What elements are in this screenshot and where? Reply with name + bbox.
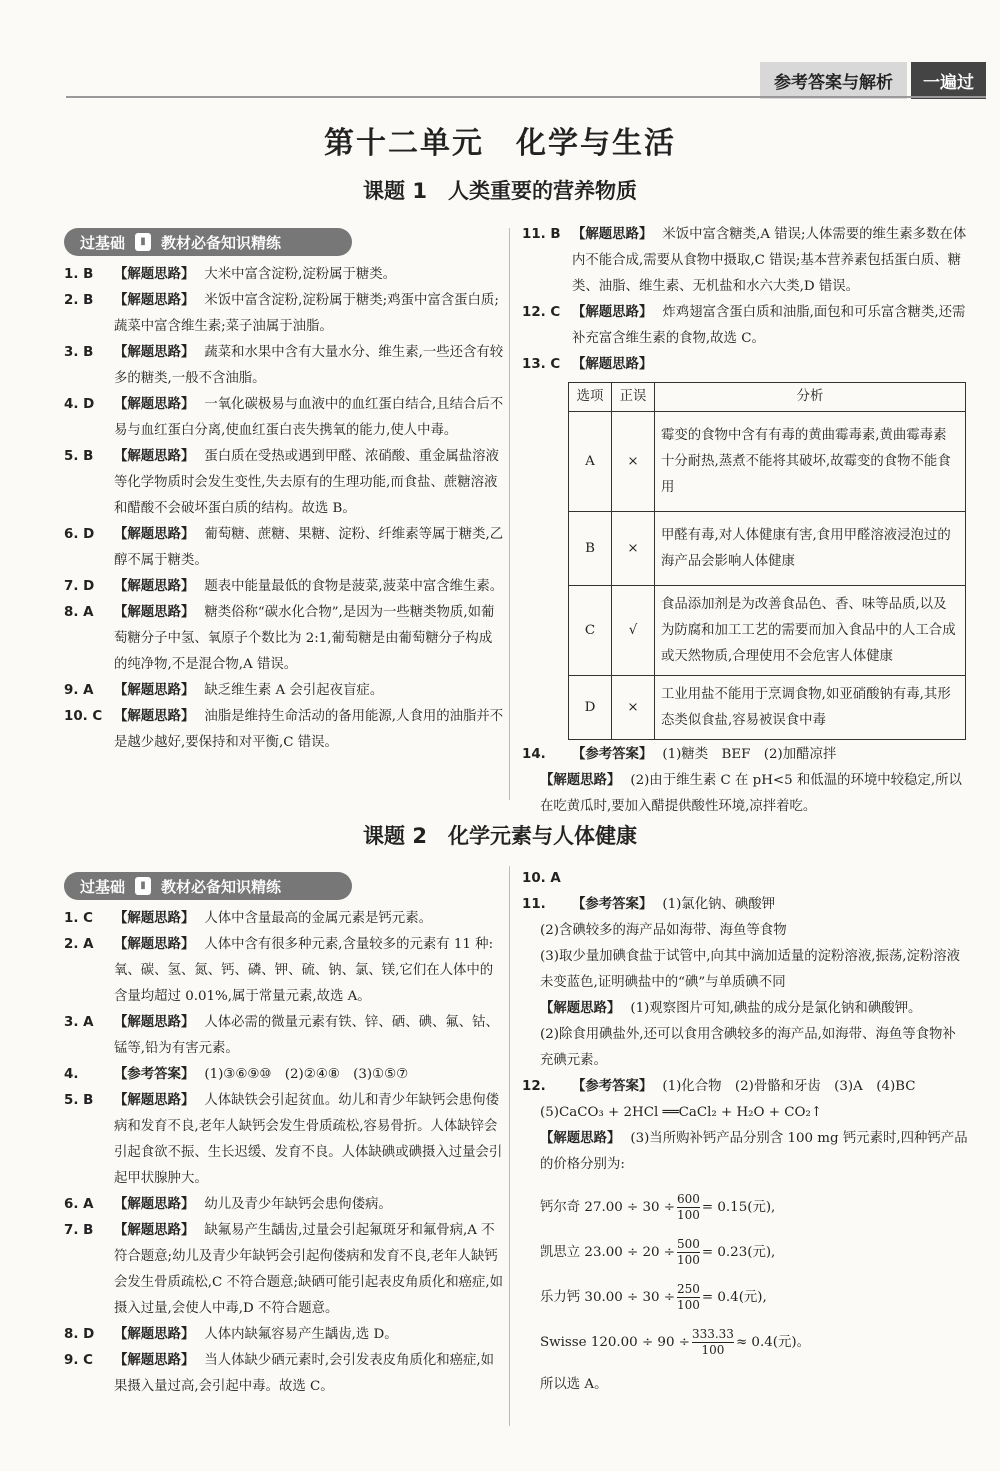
item-number: 7. B xyxy=(64,1223,94,1238)
table-cell-mark: √ xyxy=(612,586,655,676)
answer-tag: 【参考答案】 xyxy=(572,897,653,912)
calc-expr: 乐力钙 30.00 ÷ 30 ÷ xyxy=(540,1290,676,1305)
table-row xyxy=(569,412,966,512)
idea-tag: 【解题思路】 xyxy=(114,1353,195,1368)
idea-tag: 【解题思路】 xyxy=(114,267,195,282)
item-number: 2. B xyxy=(64,293,94,308)
answer-item xyxy=(522,352,968,378)
item-text: 大米中富含淀粉,淀粉属于糖类。 xyxy=(204,267,397,282)
item-number: 14. xyxy=(522,747,546,762)
header-title: 参考答案与解析 xyxy=(760,62,907,99)
answer-item xyxy=(522,742,968,768)
fraction-numerator: 250 xyxy=(677,1282,700,1296)
item-text: 缺乏维生素 A 会引起夜盲症。 xyxy=(204,683,384,698)
item-text: 人体必需的微量元素有铁、锌、硒、碘、氟、钴、锰等,铅为有害元素。 xyxy=(114,1015,499,1056)
topic1-left-column xyxy=(64,262,504,756)
idea-tag: 【解题思路】 xyxy=(114,1327,195,1342)
idea-tag: 【解题思路】 xyxy=(114,911,195,926)
item-text: 米饭中富含淀粉,淀粉属于糖类;鸡蛋中富含蛋白质;蔬菜中富含维生素;菜子油属于油脂。 xyxy=(114,293,499,334)
answer-item xyxy=(64,1218,504,1322)
item-answer: (2)含碘较多的海产品如海带、海鱼等食物 xyxy=(540,923,787,938)
answer-item xyxy=(64,1192,504,1218)
answer-item xyxy=(64,392,504,444)
table-header-cell: 正误 xyxy=(612,383,655,412)
answer-item xyxy=(64,600,504,678)
fraction xyxy=(692,1327,734,1358)
header-brand-logo: 一遍过 xyxy=(911,62,986,99)
item-number: 4. xyxy=(64,1067,79,1082)
item-text: 人体中含有很多种元素,含量较多的元素有 11 种:氧、碳、氢、氮、钙、磷、钾、硫、钠、氯、镁,它们在人体中的含量均超过 0.01%,属于常量元素,故选 A。 xyxy=(114,937,494,1004)
item-number: 6. D xyxy=(64,527,95,542)
idea-tag: 【解题思路】 xyxy=(114,449,195,464)
answer-item xyxy=(522,222,968,300)
item-text: 蛋白质在受热或遇到甲醛、浓硝酸、重金属盐溶液等化学物质时会发生变性,失去原有的生理功能,而食盐、蔗糖溶液和醋酸不会破坏蛋白质的结构。故选 B。 xyxy=(114,449,499,516)
idea-tag: 【解题思路】 xyxy=(572,305,653,320)
calc-expr: 凯思立 23.00 ÷ 20 ÷ xyxy=(540,1245,676,1260)
idea-tag: 【解题思路】 xyxy=(114,1015,195,1030)
answer-item xyxy=(64,444,504,522)
banner-left-label: 过基础 xyxy=(80,233,126,252)
answer-item xyxy=(522,1074,968,1100)
item-number: 11. B xyxy=(522,227,561,242)
idea-tag: 【解题思路】 xyxy=(114,1197,195,1212)
table-header-row xyxy=(569,383,966,412)
item-answer: (3)取少量加碘食盐于试管中,向其中滴加适量的淀粉溶液,振荡,淀粉溶液未变蓝色,证明碘盐中的“碘”与单质碘不同 xyxy=(540,949,961,990)
unit-title: 第十二单元 化学与生活 xyxy=(324,126,676,161)
item-number: 9. C xyxy=(64,1353,93,1368)
fraction xyxy=(677,1192,700,1223)
answer-item xyxy=(64,1322,504,1348)
fraction-denominator: 100 xyxy=(677,1208,700,1222)
answer-item xyxy=(64,522,504,574)
idea-tag: 【解题思路】 xyxy=(114,527,195,542)
table-cell-mark: × xyxy=(612,512,655,586)
item-number: 8. D xyxy=(64,1327,95,1342)
item-answer: (1)化合物 (2)骨骼和牙齿 (3)A (4)BC xyxy=(662,1079,916,1094)
item-text: 蔬菜和水果中含有大量水分、维生素,一些还含有较多的糖类,一般不含油脂。 xyxy=(114,345,504,386)
idea-tag: 【解题思路】 xyxy=(114,937,195,952)
fraction-numerator: 500 xyxy=(677,1237,700,1251)
item-text: 油脂是维持生命活动的备用能源,人食用的油脂并不是越少越好,要保持和对平衡,C 错误。 xyxy=(114,709,504,750)
item-text: 炸鸡翅富含蛋白质和油脂,面包和可乐富含糖类,还需补充富含维生素的食物,故选 C。 xyxy=(572,305,966,346)
topic2-right-column xyxy=(522,866,968,1398)
analysis-table xyxy=(568,382,966,740)
answer-item xyxy=(64,1088,504,1192)
idea-tag: 【解题思路】 xyxy=(114,293,195,308)
topic1-title: 课题 1 人类重要的营养物质 xyxy=(363,179,637,203)
book-icon: ▮ xyxy=(135,877,151,895)
column-divider xyxy=(509,228,510,800)
chemical-equation: (5)CaCO₃ + 2HCl ══CaCl₂ + H₂O + CO₂↑ xyxy=(540,1105,823,1120)
idea-tag: 【解题思路】 xyxy=(114,579,195,594)
idea-tag: 【解题思路】 xyxy=(114,397,195,412)
answer-item xyxy=(64,340,504,392)
column-divider xyxy=(509,866,510,1426)
item-number: 12. xyxy=(522,1079,546,1094)
idea-tag: 【解题思路】 xyxy=(114,605,195,620)
item-answer: (1)氯化钠、碘酸钾 xyxy=(662,897,776,912)
header-badge xyxy=(760,62,986,98)
table-row xyxy=(569,512,966,586)
calc-expr: 钙尔奇 27.00 ÷ 30 ÷ xyxy=(540,1200,676,1215)
calc-result: ≈ 0.4(元)。 xyxy=(735,1335,810,1350)
topic1-right-column xyxy=(522,222,968,820)
item-number: 9. A xyxy=(64,683,94,698)
calc-line xyxy=(522,1237,968,1268)
answer-item xyxy=(64,678,504,704)
idea-tag: 【解题思路】 xyxy=(572,357,653,372)
fraction-numerator: 333.33 xyxy=(691,1327,734,1341)
item-number: 7. D xyxy=(64,579,95,594)
header-rule xyxy=(66,96,986,98)
banner-right-label: 教材必备知识精练 xyxy=(161,233,282,252)
calc-line xyxy=(522,1192,968,1223)
table-cell-option: D xyxy=(569,676,612,740)
answer-item xyxy=(64,1062,504,1088)
idea-tag: 【解题思路】 xyxy=(540,1131,621,1146)
table-cell-analysis: 霉变的食物中含有有毒的黄曲霉毒素,黄曲霉毒素十分耐热,蒸煮不能将其破坏,故霉变的食物不能食用 xyxy=(655,412,966,512)
idea-tag: 【解题思路】 xyxy=(540,773,621,788)
calc-line xyxy=(522,1327,968,1358)
answer-item xyxy=(522,892,968,918)
item-text: 人体内缺氟容易产生龋齿,选 D。 xyxy=(204,1327,398,1342)
topic1-banner xyxy=(64,228,352,256)
answer-tag: 【参考答案】 xyxy=(572,1079,653,1094)
answer-item xyxy=(522,300,968,352)
answer-item xyxy=(522,866,968,892)
item-text: 人体中含量最高的金属元素是钙元素。 xyxy=(204,911,432,926)
table-header-cell: 分析 xyxy=(655,383,966,412)
item-text: 葡萄糖、蔗糖、果糖、淀粉、纤维素等属于糖类,乙醇不属于糖类。 xyxy=(114,527,504,568)
item-text: 缺氟易产生龋齿,过量会引起氟斑牙和氟骨病,A 不符合题意;幼儿及青少年缺钙会引起佝偻病和发育不良,老年人缺钙会发生骨质疏松,C 不符合题意;缺硒可能引起表皮角质化和癌症,如摄入过量,会使人中毒,D 不符合题意。 xyxy=(114,1223,504,1316)
answer-item xyxy=(64,932,504,1010)
banner-left-label: 过基础 xyxy=(80,877,126,896)
table-cell-mark: × xyxy=(612,676,655,740)
answer-tag: 【参考答案】 xyxy=(572,747,653,762)
idea-tag: 【解题思路】 xyxy=(572,227,653,242)
table-cell-option: A xyxy=(569,412,612,512)
item-idea xyxy=(522,1126,968,1178)
item-text: 米饭中富含糖类,A 错误;人体需要的维生素多数在体内不能合成,需要从食物中摄取,C 错误;基本营养素包括蛋白质、糖类、油脂、维生素、无机盐和水六大类,D 错误。 xyxy=(572,227,967,294)
answer-item xyxy=(64,262,504,288)
banner-right-label: 教材必备知识精练 xyxy=(161,877,282,896)
item-number: 4. D xyxy=(64,397,95,412)
item-answer: (1)糖类 BEF (2)加醋凉拌 xyxy=(662,747,837,762)
item-text: 当人体缺少硒元素时,会引发表皮角质化和癌症,如果摄入量过高,会引起中毒。故选 C。 xyxy=(114,1353,495,1394)
calc-result: = 0.23(元), xyxy=(701,1245,776,1260)
idea-tag: 【解题思路】 xyxy=(114,345,195,360)
idea-tag: 【解题思路】 xyxy=(540,1001,621,1016)
item-number: 6. A xyxy=(64,1197,94,1212)
table-row xyxy=(569,586,966,676)
item-text: 糖类俗称“碳水化合物”,是因为一些糖类物质,如葡萄糖分子中氢、氧原子个数比为 2:1,葡萄糖是由葡萄糖分子构成的纯净物,不是混合物,A 错误。 xyxy=(114,605,495,672)
table-header-cell: 选项 xyxy=(569,383,612,412)
topic2-left-column xyxy=(64,906,504,1400)
idea-tag: 【解题思路】 xyxy=(114,709,195,724)
table-cell-mark: × xyxy=(612,412,655,512)
answer-item xyxy=(64,906,504,932)
table-cell-analysis: 工业用盐不能用于烹调食物,如亚硝酸钠有毒,其形态类似食盐,容易被误食中毒 xyxy=(655,676,966,740)
item-number: 8. A xyxy=(64,605,94,620)
item-text: (3)当所购补钙产品分别含 100 mg 钙元素时,四种钙产品的价格分别为: xyxy=(540,1131,968,1172)
item-text: (1)观察图片可知,碘盐的成分是氯化钠和碘酸钾。 xyxy=(630,1001,922,1016)
item-number: 12. C xyxy=(522,305,561,320)
item-text: (2)由于维生素 C 在 pH<5 和低温的环境中较稳定,所以在吃黄瓜时,要加入醋提供酸性环境,凉拌着吃。 xyxy=(540,773,962,814)
book-icon: ▮ xyxy=(135,233,151,251)
fraction-denominator: 100 xyxy=(701,1343,725,1357)
item-number: 2. A xyxy=(64,937,94,952)
item-number: 13. C xyxy=(522,357,561,372)
item-number: 10. A xyxy=(522,871,561,886)
item-text: 题表中能量最低的食物是菠菜,菠菜中富含维生素。 xyxy=(204,579,504,594)
item-number: 5. B xyxy=(64,449,94,464)
idea-tag: 【解题思路】 xyxy=(114,683,195,698)
table-cell-option: B xyxy=(569,512,612,586)
answer-item xyxy=(64,704,504,756)
fraction-denominator: 100 xyxy=(677,1253,700,1267)
item-idea xyxy=(522,996,968,1022)
topic2-title: 课题 2 化学元素与人体健康 xyxy=(363,824,637,848)
fraction xyxy=(677,1237,700,1268)
calc-expr: Swisse 120.00 ÷ 90 ÷ xyxy=(540,1335,690,1350)
item-text: 一氧化碳极易与血液中的血红蛋白结合,且结合后不易与血红蛋白分离,使血红蛋白丧失携氧的能力,使人中毒。 xyxy=(114,397,504,438)
item-number: 1. C xyxy=(64,911,93,926)
answer-item xyxy=(64,1348,504,1400)
answer-item xyxy=(64,574,504,600)
calc-line xyxy=(522,1282,968,1313)
item-number: 1. B xyxy=(64,267,94,282)
item-text: 人体缺铁会引起贫血。幼儿和青少年缺钙会患佝偻病和发育不良,老年人缺钙会发生骨质疏松,容易骨折。人体缺锌会引起食欲不振、生长迟缓、发育不良。人体缺碘或碘摄入过量会引起甲状腺肿大。 xyxy=(114,1093,503,1186)
calc-result: = 0.15(元), xyxy=(701,1200,776,1215)
idea-tag: 【解题思路】 xyxy=(114,1093,195,1108)
item-text: (2)除食用碘盐外,还可以食用含碘较多的海产品,如海带、海鱼等食物补充碘元素。 xyxy=(540,1027,956,1068)
table-row xyxy=(569,676,966,740)
item-number: 3. B xyxy=(64,345,94,360)
item-text: 幼儿及青少年缺钙会患佝偻病。 xyxy=(204,1197,392,1212)
item-number: 10. C xyxy=(64,709,103,724)
item-answer: (1)③⑥⑨⑩ (2)②④⑧ (3)①⑤⑦ xyxy=(204,1067,409,1082)
fraction xyxy=(677,1282,700,1313)
fraction-denominator: 100 xyxy=(677,1298,700,1312)
item-number: 11. xyxy=(522,897,546,912)
topic2-banner xyxy=(64,872,352,900)
item-number: 3. A xyxy=(64,1015,94,1030)
item-number: 5. B xyxy=(64,1093,94,1108)
calc-result: = 0.4(元), xyxy=(701,1290,767,1305)
item-idea xyxy=(522,768,968,820)
table-cell-analysis: 甲醛有毒,对人体健康有害,食用甲醛溶液浸泡过的海产品会影响人体健康 xyxy=(655,512,966,586)
answer-tag: 【参考答案】 xyxy=(114,1067,195,1082)
table-cell-option: C xyxy=(569,586,612,676)
answer-item xyxy=(64,288,504,340)
fraction-numerator: 600 xyxy=(677,1192,700,1206)
conclusion-text: 所以选 A。 xyxy=(540,1377,608,1392)
table-cell-analysis: 食品添加剂是为改善食品色、香、味等品质,以及为防腐和加工工艺的需要而加入食品中的人工合成或天然物质,合理使用不会危害人体健康 xyxy=(655,586,966,676)
answer-item xyxy=(64,1010,504,1062)
idea-tag: 【解题思路】 xyxy=(114,1223,195,1238)
